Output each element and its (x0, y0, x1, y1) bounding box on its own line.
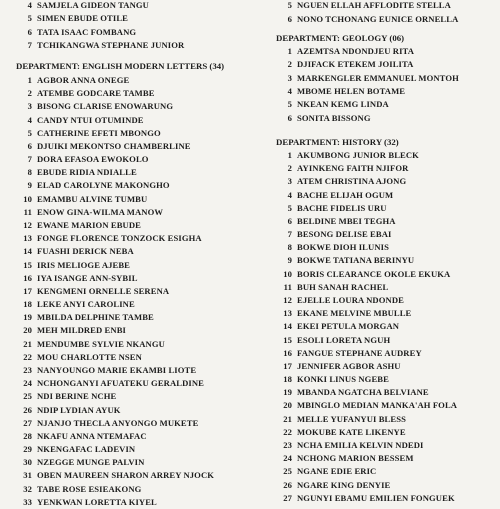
student-name: ATEMBE GODCARE TAMBE (37, 88, 155, 99)
list-item (272, 465, 500, 478)
student-name: EBUDE RIDIA NDIALLE (37, 167, 137, 178)
student-name: MOKUBE KATE LIKENYE (297, 426, 406, 437)
item-number: 1 (287, 150, 292, 160)
item-number: 8 (287, 242, 292, 253)
student-name: MBOME HELEN BOTAME (297, 85, 406, 96)
student-name: BISONG CLARISE ENOWARUNG (37, 101, 174, 112)
student-name: BELDINE MBEI TEGHA (297, 215, 396, 226)
item-number: 5 (27, 127, 32, 138)
list-item (272, 85, 500, 98)
item-number: 12 (23, 219, 32, 230)
list-item (272, 307, 500, 320)
list-item (272, 281, 500, 294)
list-item (0, 26, 262, 39)
list-item (272, 347, 500, 360)
student-name: MBANDA NGATCHA BELVIANE (297, 387, 429, 398)
item-number: 27 (23, 417, 32, 428)
item-number: 10 (23, 193, 32, 204)
student-name: NKEAN KEMG LINDA (297, 99, 389, 110)
department-heading: DEPARTMENT: ENGLISH MODERN LETTERS (34) (16, 61, 225, 71)
item-number: 21 (23, 338, 32, 349)
item-number: 2 (287, 59, 292, 70)
list-item (272, 479, 500, 492)
list-item (272, 72, 500, 85)
student-name: BUH SANAH RACHEL (297, 281, 389, 292)
student-name: EJELLE LOURA NDONDE (297, 294, 404, 305)
item-number: 10 (283, 268, 292, 279)
student-name: FUASHI DERICK NEBA (37, 246, 134, 257)
student-name: NKENGAFAC LADEVIN (37, 444, 136, 455)
item-number: 22 (283, 426, 292, 437)
list-item (0, 443, 262, 456)
list-item (272, 334, 500, 347)
item-number: 3 (27, 101, 32, 112)
student-name: MELLE YUFANYUI BLESS (297, 413, 406, 424)
list-item (0, 87, 262, 100)
list-item (0, 483, 262, 496)
list-item (272, 452, 500, 465)
student-name: IRIS MELIOGE AJEBE (37, 259, 131, 270)
item-number: 20 (283, 400, 292, 411)
item-number: 1 (287, 46, 292, 56)
student-name: OBEN MAUREEN SHARON ARREY NJOCK (37, 470, 215, 481)
list-item (0, 100, 262, 113)
item-number: 2 (27, 88, 32, 99)
list-item (272, 268, 500, 281)
student-name: YENKWAN LORETTA KIYEL (37, 496, 157, 507)
list-item (0, 127, 262, 140)
list-item (0, 245, 262, 258)
student-name: KONKI LINUS NGEBE (297, 374, 389, 385)
item-number: 6 (287, 215, 292, 226)
item-number: 4 (27, 0, 32, 10)
list-item (272, 294, 500, 307)
item-number: 11 (23, 206, 32, 217)
list-item (0, 351, 262, 364)
item-number: 16 (23, 272, 32, 283)
student-name: JENNIFER AGBOR ASHU (297, 360, 401, 371)
student-name: SIMEN EBUDE OTILE (37, 13, 129, 23)
list-item (0, 74, 262, 87)
list-item (0, 153, 262, 166)
list-item (0, 272, 262, 285)
item-number: 7 (27, 154, 32, 165)
student-name: NZEGGE MUNGE PALVIN (37, 457, 145, 468)
item-number: 4 (287, 85, 292, 96)
item-number: 15 (23, 259, 32, 270)
list-item (272, 254, 500, 267)
item-number: 14 (283, 321, 292, 332)
student-name: MENDUMBE SYLVIE NKANGU (37, 338, 165, 349)
student-name: DJUIKI MEKONTSO CHAMBERLINE (37, 140, 191, 151)
item-number: 22 (23, 351, 32, 362)
student-name: NONO TCHONANG EUNICE ORNELLA (297, 14, 459, 24)
list-item (272, 320, 500, 333)
student-name: DORA EFASOA EWOKOLO (37, 154, 149, 165)
list-item (0, 298, 262, 311)
list-item (0, 219, 262, 232)
student-name: NDI BERINE NCHE (37, 391, 117, 402)
list-item (0, 469, 262, 482)
student-name: NGARE KING DENYIE (297, 479, 391, 490)
item-number: 18 (283, 374, 292, 385)
list-item (272, 492, 500, 505)
student-name: AZEMTSA NDONDJEU RITA (297, 46, 415, 56)
list-item (0, 390, 262, 403)
list-item (0, 39, 262, 52)
item-number: 28 (23, 430, 32, 441)
student-name: NGANE EDIE ERIC (297, 466, 377, 477)
list-item (272, 112, 500, 125)
student-name: ATEM CHRISTINA AJONG (297, 176, 407, 187)
item-number: 18 (23, 299, 32, 310)
item-number: 33 (23, 496, 32, 507)
department-heading: DEPARTMENT: GEOLOGY (06) (276, 33, 405, 43)
item-number: 7 (27, 40, 32, 50)
student-name: CATHERINE EFETI MBONGO (37, 127, 161, 138)
list-item (272, 202, 500, 215)
list-item (272, 399, 500, 412)
item-number: 5 (287, 0, 292, 10)
item-number: 17 (23, 285, 32, 296)
student-name: AYINKENG FAITH NJIFOR (297, 163, 409, 174)
item-number: 5 (287, 202, 292, 213)
list-item (272, 426, 500, 439)
item-number: 21 (283, 413, 292, 424)
item-number: 6 (27, 140, 32, 151)
list-item (0, 114, 262, 127)
student-name: NKAFU ANNA NTEMAFAC (37, 430, 147, 441)
item-number: 17 (283, 360, 292, 371)
item-number: 13 (23, 233, 32, 244)
item-number: 31 (23, 470, 32, 481)
list-item (0, 324, 262, 337)
list-item (0, 430, 262, 443)
item-number: 15 (283, 334, 292, 345)
department-heading: DEPARTMENT: HISTORY (32) (276, 137, 399, 147)
student-name: BOKWE DIOH ILUNIS (297, 242, 389, 253)
list-item (272, 45, 500, 58)
item-number: 27 (283, 492, 292, 503)
student-name: SAMJELA GIDEON TANGU (37, 0, 149, 10)
student-name: ELAD CAROLYNE MAKONGHO (37, 180, 170, 191)
list-item (272, 413, 500, 426)
student-name: EWANE MARION EBUDE (37, 219, 141, 230)
item-number: 6 (287, 14, 292, 24)
list-item (0, 496, 262, 509)
list-item (272, 241, 500, 254)
student-name: SONITA BISSONG (297, 112, 371, 123)
student-name: DJIFACK ETEKEM JOILITA (297, 59, 414, 70)
list-item (0, 285, 262, 298)
student-name: EKANE MELVINE MBULLE (297, 308, 412, 319)
student-name: NCHONGANYI AFUATEKU GERALDINE (37, 378, 204, 389)
item-number: 3 (287, 72, 292, 83)
student-name: AKUMBONG JUNIOR BLECK (297, 150, 419, 160)
student-name: NGUNYI EBAMU EMILIEN FONGUEK (297, 492, 455, 503)
list-item (0, 193, 262, 206)
student-name: LEKE ANYI CAROLINE (37, 299, 135, 310)
list-item (0, 311, 262, 324)
list-item (0, 140, 262, 153)
item-number: 32 (23, 483, 32, 494)
student-name: NJANJO THECLA ANYONGO MUKETE (37, 417, 199, 428)
student-name: MOU CHARLOTTE NSEN (37, 351, 142, 362)
list-item (272, 373, 500, 386)
student-name: EMAMBU ALVINE TUMBU (37, 193, 148, 204)
list-item (0, 12, 262, 25)
list-item (0, 404, 262, 417)
student-name: NCHONG MARION BESSEM (297, 453, 414, 464)
student-name: TABE ROSE ESIEAKONG (37, 483, 142, 494)
item-number: 6 (27, 27, 32, 37)
item-number: 9 (287, 255, 292, 266)
item-number: 20 (23, 325, 32, 336)
item-number: 19 (283, 387, 292, 398)
list-item (272, 162, 500, 175)
student-name: FONGE FLORENCE TONZOCK ESIGHA (37, 233, 202, 244)
list-item (272, 386, 500, 399)
list-item (272, 215, 500, 228)
student-name: KENGMENI ORNELLE SERENA (37, 285, 170, 296)
list-item (0, 166, 262, 179)
student-name: BACHE ELIJAH OGUM (297, 189, 394, 200)
list-item (272, 149, 500, 162)
item-number: 3 (287, 176, 292, 187)
student-name: EKEI PETULA MORGAN (297, 321, 400, 332)
item-number: 5 (287, 99, 292, 110)
item-number: 12 (283, 294, 292, 305)
list-item (0, 259, 262, 272)
list-item (0, 417, 262, 430)
student-name: NGUEN ELLAH AFFLODITE STELLA (297, 0, 451, 10)
list-item (272, 58, 500, 71)
item-number: 7 (287, 229, 292, 240)
item-number: 26 (23, 404, 32, 415)
student-name: IYA ISANGE ANN-SYBIL (37, 272, 138, 283)
item-number: 29 (23, 444, 32, 455)
student-name: TCHIKANGWA STEPHANE JUNIOR (37, 40, 185, 50)
item-number: 30 (23, 457, 32, 468)
student-name: CANDY NTUI OTUMINDE (37, 114, 144, 125)
item-number: 23 (23, 364, 32, 375)
item-number: 19 (23, 312, 32, 323)
list-item (272, 360, 500, 373)
list-item (272, 175, 500, 188)
item-number: 25 (283, 466, 292, 477)
student-name: AGBOR ANNA ONEGE (37, 75, 130, 85)
list-item (272, 439, 500, 452)
student-name: NANYOUNGO MARIE EKAMBI LIOTE (37, 364, 197, 375)
item-number: 4 (27, 114, 32, 125)
list-item (0, 456, 262, 469)
item-number: 16 (283, 347, 292, 358)
item-number: 23 (283, 439, 292, 450)
student-name: FANGUE STEPHANE AUDREY (297, 347, 422, 358)
student-name: NDIP LYDIAN AYUK (37, 404, 121, 415)
list-item (0, 206, 262, 219)
student-name: MEH MILDRED ENBI (37, 325, 126, 336)
item-number: 9 (27, 180, 32, 191)
list-item (272, 228, 500, 241)
item-number: 24 (23, 378, 32, 389)
item-number: 24 (283, 453, 292, 464)
item-number: 14 (23, 246, 32, 257)
student-name: MARKENGLER EMMANUEL MONTOH (297, 72, 459, 83)
student-name: BESONG DELISE EBAI (297, 229, 392, 240)
student-name: MBINGLO MEDIAN MANKA'AH FOLA (297, 400, 458, 411)
item-number: 2 (287, 163, 292, 174)
item-number: 8 (27, 167, 32, 178)
list-item (0, 338, 262, 351)
list-item (0, 377, 262, 390)
student-name: BACHE FIDELIS URU (297, 202, 387, 213)
item-number: 4 (287, 189, 292, 200)
list-item (0, 364, 262, 377)
item-number: 5 (27, 13, 32, 23)
item-number: 11 (283, 281, 292, 292)
student-name: MBILDA DELPHINE TAMBE (37, 312, 154, 323)
student-name: ENOW GINA-WILMA MANOW (37, 206, 164, 217)
list-item (272, 98, 500, 111)
list-item (272, 0, 500, 12)
list-item (0, 0, 262, 12)
student-name: NCHA EMILIA KELVIN NDEDI (297, 439, 424, 450)
list-item (0, 232, 262, 245)
student-name: BORIS CLEARANCE OKOLE EKUKA (297, 268, 451, 279)
student-name: ESOLI LORETA NGUH (297, 334, 391, 345)
student-name: BOKWE TATIANA BERINYU (297, 255, 415, 266)
item-number: 6 (287, 112, 292, 123)
list-item (0, 179, 262, 192)
list-item (272, 189, 500, 202)
list-item (272, 13, 500, 26)
item-number: 26 (283, 479, 292, 490)
item-number: 1 (27, 75, 32, 85)
item-number: 13 (283, 308, 292, 319)
item-number: 25 (23, 391, 32, 402)
student-name: TATA ISAAC FOMBANG (37, 27, 137, 37)
